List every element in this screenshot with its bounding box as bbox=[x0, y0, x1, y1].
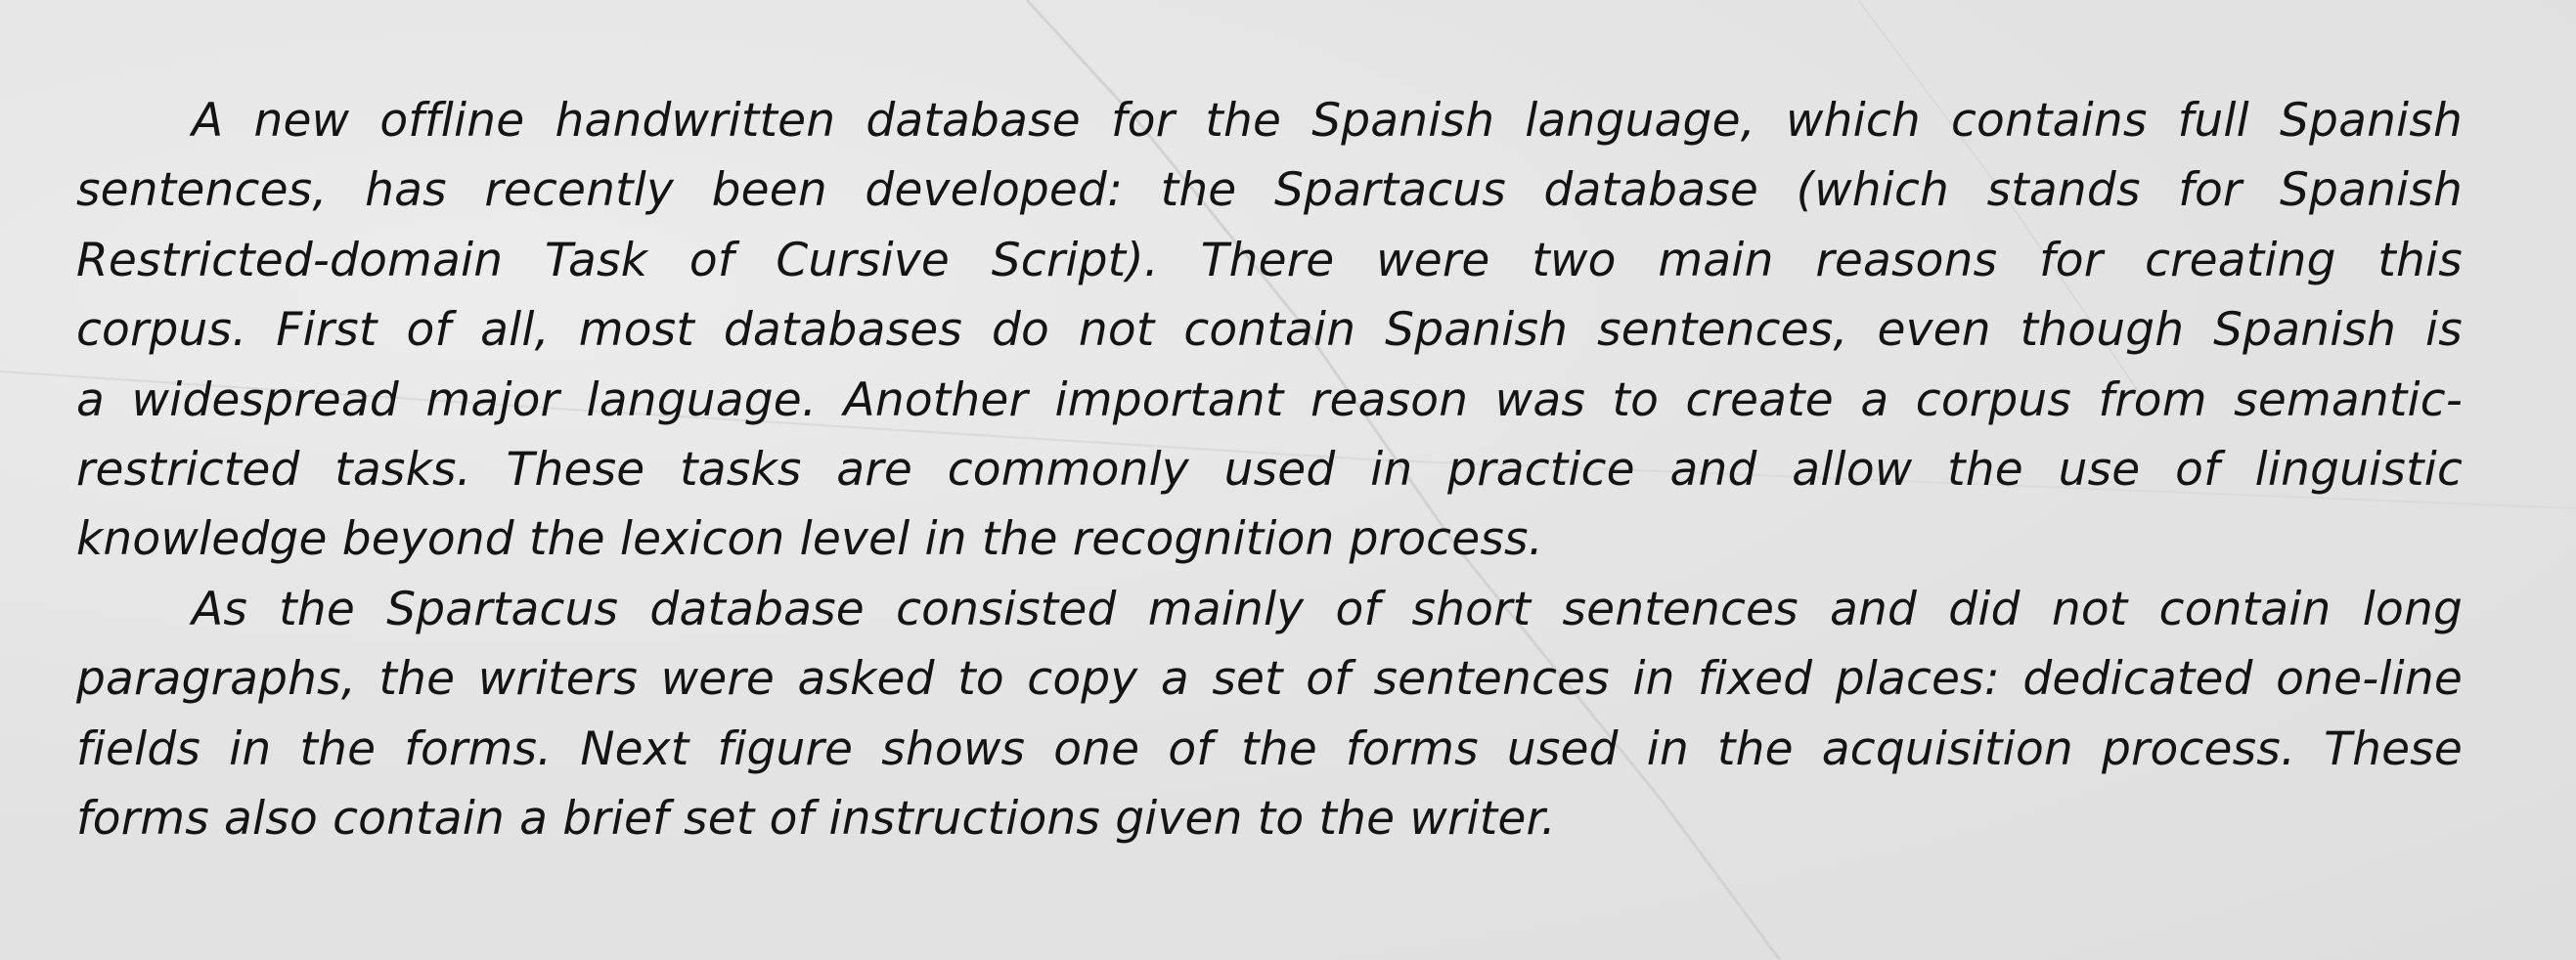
text-line: a widespread major language. Another important reason was to create a corpus from semantic- bbox=[76, 372, 2463, 427]
text-line: sentences, has recently been developed: the Spartacus database (which stands for Spanish bbox=[76, 163, 2463, 218]
text-line: paragraphs, the writers were asked to copy a set of sentences in fixed places: dedicated one-line bbox=[76, 652, 2463, 707]
document-body bbox=[76, 86, 2463, 853]
paragraph-2 bbox=[76, 575, 2463, 854]
text-line: knowledge beyond the lexicon level in the recognition process. bbox=[76, 512, 1543, 567]
text-line: As the Spartacus database consisted mainly of short sentences and did not contain long bbox=[192, 582, 2463, 636]
text-line: fields in the forms. Next figure shows one of the forms used in the acquisition process. These bbox=[76, 721, 2463, 776]
text-line: A new offline handwritten database for the Spanish language, which contains full Spanish bbox=[192, 94, 2463, 148]
text-line: Restricted-domain Task of Cursive Script). There were two main reasons for creating this bbox=[76, 233, 2463, 287]
text-line: restricted tasks. These tasks are commonly used in practice and allow the use of linguistic bbox=[76, 443, 2463, 498]
paragraph-1 bbox=[76, 86, 2463, 575]
text-line: corpus. First of all, most databases do not contain Spanish sentences, even though Spanish is bbox=[76, 303, 2463, 358]
text-line: forms also contain a brief set of instructions given to the writer. bbox=[76, 792, 1556, 847]
